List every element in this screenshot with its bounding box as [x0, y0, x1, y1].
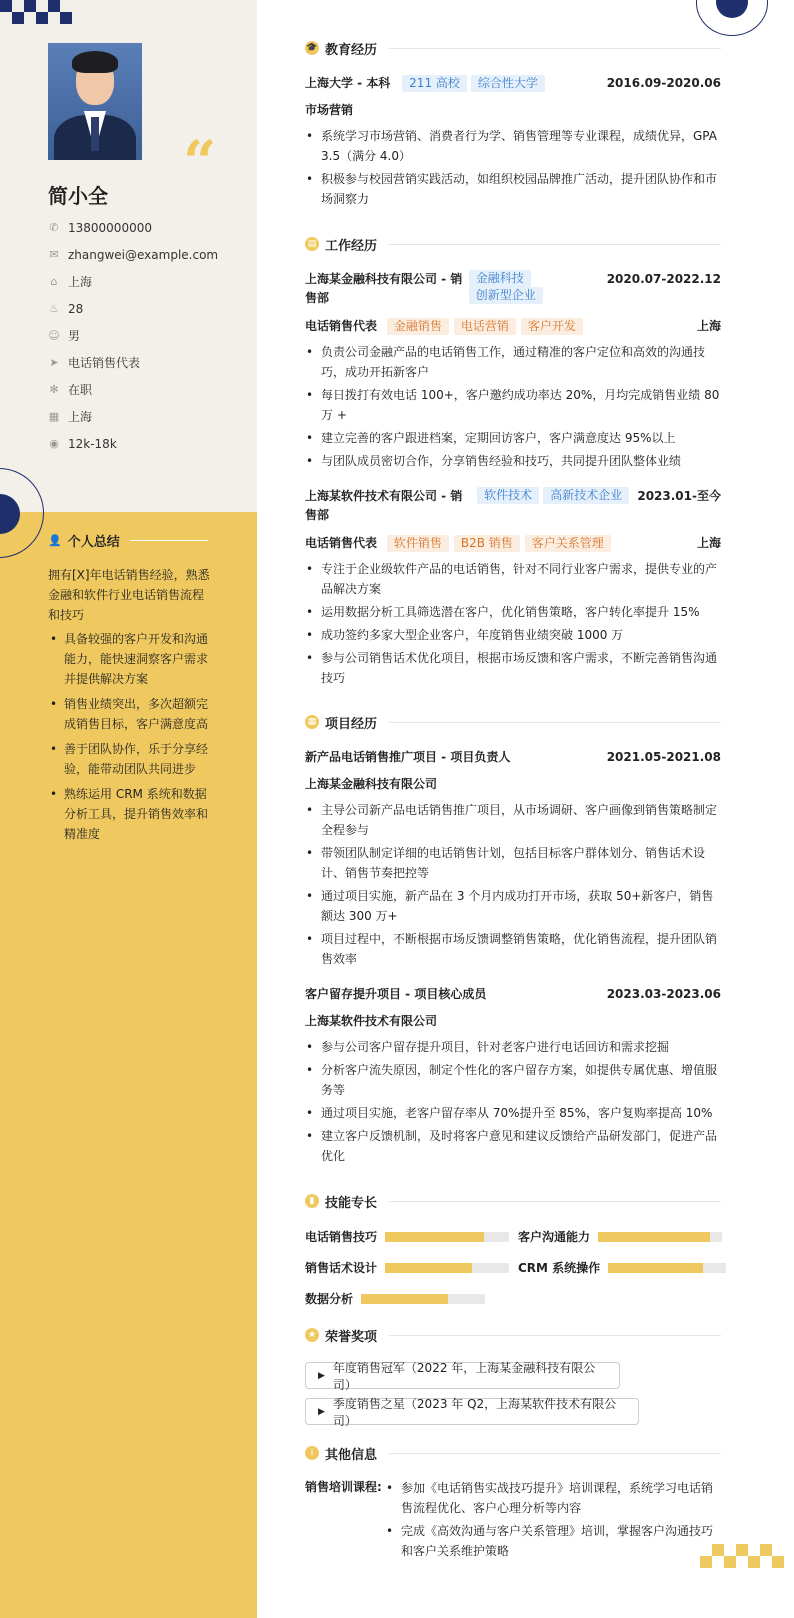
education-entry: [305, 74, 721, 212]
project-name: 新产品电话销售推广项目 - 项目负责人: [305, 750, 511, 764]
info-salary: ◉ 12k-18k: [49, 436, 117, 451]
skill-item: 电话销售技巧: [305, 1228, 509, 1245]
graduation-icon: 🎓: [306, 43, 318, 53]
tag: 高新技术企业: [543, 487, 629, 504]
skills-heading: ▮ 技能专长: [305, 1191, 721, 1211]
briefcase-icon: ▤: [305, 237, 319, 251]
list-item: • 通过项目实施，新产品在 3 个月内成功打开市场，获取 50+新客户，销售额达 300 万+: [305, 886, 721, 926]
project-entry: [305, 985, 721, 1169]
list-item: • 完成《高效沟通与客户关系管理》培训，掌握客户沟通技巧和客户关系维护策略: [385, 1521, 721, 1561]
send-icon: ➤: [49, 355, 59, 369]
project-date: 2021.05-2021.08: [606, 750, 721, 764]
role: 电话销售代表: [305, 536, 378, 550]
summary-point: • 善于团队协作，乐于分享经验，能带动团队共同进步: [48, 739, 210, 779]
list-item: • 负责公司金融产品的电话销售工作，通过精准的客户定位和高效的沟通技巧，成功开拓新客户: [305, 342, 721, 382]
gender-icon: ☺: [48, 328, 60, 342]
list-item: • 主导公司新产品电话销售推广项目，从市场调研、客户画像到销售策略制定全程参与: [305, 800, 721, 840]
summary-heading: 👤 个人总结: [48, 531, 208, 550]
work-date: 2023.01-至今: [637, 489, 721, 503]
tag: 金融销售: [387, 318, 449, 335]
grid-icon: ▦: [305, 715, 319, 729]
work-city: 上海: [696, 536, 721, 550]
list-item: • 积极参与校园营销实践活动，如组织校园品牌推广活动，提升团队协作和市场洞察力: [305, 169, 721, 209]
summary-point: • 销售业绩突出，多次超额完成销售目标，客户满意度高: [48, 694, 210, 734]
other-entry: [305, 1478, 721, 1564]
school-name: 上海大学 - 本科: [305, 76, 391, 90]
project-company: 上海某金融科技有限公司: [305, 777, 438, 791]
list-item: • 项目过程中，不断根据市场反馈调整销售策略，优化销售流程，提升团队销售效率: [305, 929, 721, 969]
tag: 客户关系管理: [525, 535, 611, 552]
tag: 软件销售: [387, 535, 449, 552]
work-heading: ▤ 工作经历: [305, 234, 721, 254]
info-position: ➤ 电话销售代表: [49, 355, 141, 370]
tag: B2B 销售: [454, 535, 520, 552]
skill-item: 客户沟通能力: [518, 1228, 722, 1245]
list-item: • 专注于企业级软件产品的电话销售，针对不同行业客户需求，提供专业的产品解决方案: [305, 559, 721, 599]
other-heading: i 其他信息: [305, 1443, 721, 1463]
medal-icon: ★: [305, 1328, 319, 1342]
checker-decoration: [0, 0, 80, 26]
project-name: 客户留存提升项目 - 项目核心成员: [305, 987, 487, 1001]
list-item: • 成功签约多家大型企业客户，年度销售业绩突破 1000 万: [305, 625, 721, 645]
chart-icon: ▮: [305, 1194, 319, 1208]
tag: 综合性大学: [471, 75, 545, 92]
summary-intro: 拥有[X]年电话销售经验，熟悉金融和软件行业电话销售流程和技巧: [48, 568, 210, 622]
skill-bar: [608, 1263, 726, 1273]
education-heading: 🎓 教育经历: [305, 38, 721, 58]
phone-icon: ✆: [49, 220, 59, 234]
list-item: • 参与公司客户留存提升项目，针对老客户进行电话回访和需求挖掘: [305, 1037, 721, 1057]
candidate-name: 简小全: [48, 184, 108, 208]
coin-icon: ◉: [49, 436, 59, 450]
info-gender: ☺ 男: [48, 328, 81, 343]
work-date: 2020.07-2022.12: [606, 272, 721, 286]
award-item[interactable]: ▶ 季度销售之星（2023 年 Q2，上海某软件技术有限公司）: [305, 1398, 639, 1425]
skill-bar: [385, 1232, 509, 1242]
gear-icon: ✻: [49, 382, 59, 396]
summary-point: • 具备较强的客户开发和沟通能力，能快速洞察客户需求并提供解决方案: [48, 629, 210, 689]
quote-mark-icon: “: [183, 128, 217, 196]
person-icon: 👤: [48, 534, 62, 547]
projects-heading: ▦ 项目经历: [305, 712, 721, 732]
info-icon: i: [305, 1446, 319, 1460]
tag: 211 高校: [402, 75, 467, 92]
summary-point: • 熟练运用 CRM 系统和数据分析工具，提升销售效率和精准度: [48, 784, 210, 844]
company-name: 上海某金融科技有限公司 - 销售部: [305, 272, 463, 305]
awards-heading: ★ 荣誉奖项: [305, 1325, 721, 1345]
list-item: • 与团队成员密切合作，分享销售经验和技巧，共同提升团队整体业绩: [305, 451, 721, 471]
list-item: • 每日拨打有效电话 100+，客户邀约成功率达 20%，月均完成销售业绩 80 万 +: [305, 385, 721, 425]
info-age: ♨ 28: [49, 301, 84, 316]
skill-bar: [385, 1263, 509, 1273]
mail-icon: ✉: [49, 247, 59, 261]
project-entry: [305, 748, 721, 972]
info-status: ✻ 在职: [49, 382, 93, 397]
triangle-right-icon: ▶: [318, 1370, 325, 1381]
project-date: 2023.03-2023.06: [606, 987, 721, 1001]
list-item: • 参与公司销售话术优化项目，根据市场反馈和客户需求，不断完善销售沟通技巧: [305, 648, 721, 688]
profile-photo: [48, 43, 142, 160]
list-item: • 系统学习市场营销、消费者行为学、销售管理等专业课程，成绩优异，GPA 3.5（满分 4.0）: [305, 126, 721, 166]
tag: 金融科技: [469, 270, 531, 287]
list-item: • 通过项目实施，老客户留存率从 70%提升至 85%，客户复购率提高 10%: [305, 1103, 721, 1123]
info-phone: ✆ 13800000000: [49, 220, 152, 235]
checker-decoration-bottom: [700, 1544, 794, 1618]
contact-info: [48, 214, 248, 457]
skill-item: CRM 系统操作: [518, 1259, 726, 1276]
home-icon: ⌂: [50, 274, 58, 288]
cake-icon: ♨: [49, 301, 59, 315]
work-city: 上海: [696, 319, 721, 333]
skill-item: 数据分析: [305, 1290, 485, 1307]
tag: 创新型企业: [469, 287, 543, 304]
tag: 电话营销: [454, 318, 516, 335]
work-entry: [305, 487, 721, 691]
summary-body: [48, 565, 210, 849]
award-item[interactable]: ▶ 年度销售冠军（2022 年，上海某金融科技有限公司）: [305, 1362, 620, 1389]
skill-item: 销售话术设计: [305, 1259, 509, 1276]
info-email: ✉ zhangwei@example.com: [49, 247, 219, 262]
list-item: • 参加《电话销售实战技巧提升》培训课程，系统学习电话销售流程优化、客户心理分析等内容: [385, 1478, 721, 1518]
info-target-city: ▦ 上海: [48, 409, 93, 424]
tag: 软件技术: [477, 487, 539, 504]
other-label: 销售培训课程:: [305, 1480, 382, 1494]
building-icon: ▦: [48, 409, 60, 423]
triangle-right-icon: ▶: [318, 1406, 325, 1417]
info-city: ⌂ 上海: [48, 268, 248, 295]
work-entry: [305, 270, 721, 474]
education-date: 2016.09-2020.06: [606, 76, 721, 90]
tag: 客户开发: [521, 318, 583, 335]
major: 市场营销: [305, 103, 354, 117]
skill-bar: [598, 1232, 722, 1242]
list-item: • 建立完善的客户跟进档案，定期回访客户，客户满意度达 95%以上: [305, 428, 721, 448]
list-item: • 分析客户流失原因，制定个性化的客户留存方案，如提供专属优惠、增值服务等: [305, 1060, 721, 1100]
role: 电话销售代表: [305, 319, 378, 333]
list-item: • 建立客户反馈机制，及时将客户意见和建议反馈给产品研发部门，促进产品优化: [305, 1126, 721, 1166]
skill-bar: [361, 1294, 485, 1304]
list-item: • 带领团队制定详细的电话销售计划，包括目标客户群体划分、销售话术设计、销售节奏把控等: [305, 843, 721, 883]
company-name: 上海某软件技术有限公司 - 销售部: [305, 489, 463, 522]
project-company: 上海某软件技术有限公司: [305, 1014, 438, 1028]
list-item: • 运用数据分析工具筛选潜在客户，优化销售策略，客户转化率提升 15%: [305, 602, 721, 622]
